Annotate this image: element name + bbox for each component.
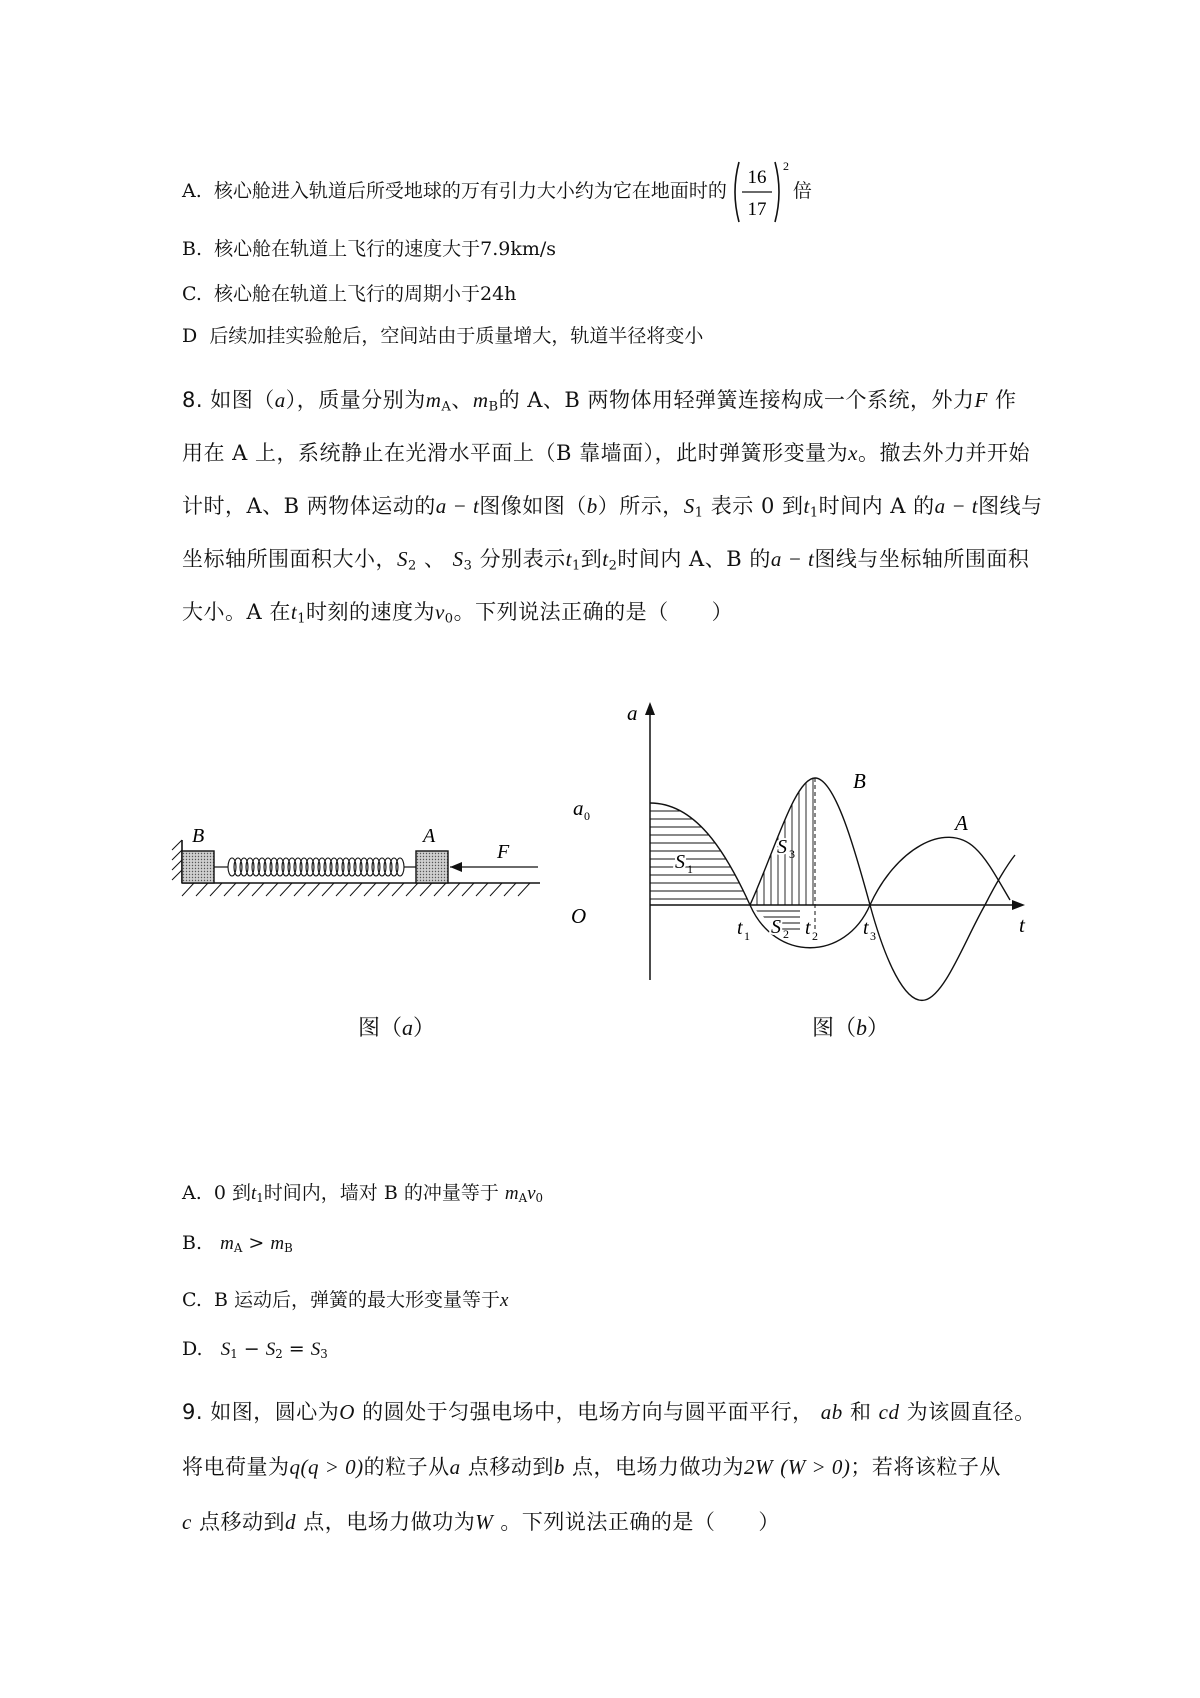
math-sub: 0 (444, 611, 454, 627)
option-text: 后续加挂实验舱后，空间站由于质量增大，轨道半径将变小 (209, 325, 704, 347)
text: 图线与坐标轴所围面积 (814, 547, 1030, 571)
text: 到 (580, 547, 603, 571)
math-var: S (220, 1339, 231, 1360)
math-var: m (472, 388, 489, 412)
t1-sub: 1 (744, 929, 750, 943)
text: 图（ (812, 1016, 857, 1041)
figure-b-caption (812, 1011, 889, 1042)
q7-option-a (182, 158, 812, 226)
math-var: t (565, 547, 572, 571)
option-text: 核心舱在轨道上飞行的周期小于24h (214, 283, 517, 305)
option-label: C. (182, 1289, 202, 1311)
math-var: m (504, 1183, 519, 1204)
text: 将电荷量为 (182, 1455, 290, 1479)
s3-label: S (777, 836, 787, 858)
text: 分别表示 (479, 547, 566, 571)
math-sub: 3 (463, 558, 473, 574)
q8-option-d (182, 1338, 328, 1361)
q8-stem-line-4 (182, 543, 1029, 573)
figure-a-spring-system (170, 810, 550, 900)
fraction-denominator: 17 (747, 199, 767, 220)
t2-label: t (805, 917, 811, 939)
q8-option-c (182, 1285, 508, 1312)
curve-a-label: A (955, 811, 968, 835)
option-label: B. (182, 238, 203, 260)
text: 用在 A 上，系统静止在光滑水平面上（B 靠墙面），此时弹簧形变量为 (182, 441, 849, 465)
math-sub: 1 (230, 1346, 238, 1361)
math-var: t (251, 1183, 257, 1204)
option-label: D (182, 325, 198, 347)
q9-stem-line-3 (182, 1506, 780, 1536)
math-sub: 2 (608, 558, 618, 574)
t2-sub: 2 (812, 929, 818, 943)
text: 时间内 A、B 的 (617, 547, 771, 571)
option-label: C. (182, 283, 202, 305)
math-var: O (339, 1400, 355, 1424)
math-sub: 1 (297, 611, 306, 627)
text: ）所示， (597, 494, 684, 518)
axis-t-arrow (1012, 900, 1025, 910)
text: 大小。A 在 (182, 600, 291, 624)
math-var: W (475, 1510, 494, 1534)
option-text: 核心舱在轨道上飞行的速度大于7.9km/s (214, 238, 557, 260)
text: 计时，A、B 两物体运动的 (182, 494, 436, 518)
math-expr: a − t (435, 494, 480, 518)
s2-sub: 2 (783, 927, 789, 941)
math-var: S (310, 1339, 321, 1360)
a0-sub: 0 (584, 809, 590, 823)
option-text: 核心舱进入轨道后所受地球的万有引力大小约为它在地面时的 (213, 180, 727, 202)
text: 时刻的速度为 (305, 600, 435, 624)
q8-option-b (182, 1232, 293, 1255)
math-var: t (803, 494, 810, 518)
t3-sub: 3 (870, 929, 876, 943)
text: 。撤去外力并开始 (857, 441, 1030, 465)
q8-stem-line-2 (182, 437, 1030, 467)
block-a-label: A (423, 825, 436, 847)
math-var: t (290, 600, 298, 624)
math-var: F (974, 388, 988, 412)
q8-stem-line-3 (182, 490, 1043, 520)
text: 时间内，墙对 B 的冲量等于 (263, 1182, 499, 1204)
text: 点移动到 (467, 1455, 554, 1479)
axis-a-arrow (645, 702, 655, 715)
text: 表示 0 到 (710, 494, 804, 518)
force-arrowhead (450, 862, 462, 872)
s1-sub: 1 (687, 862, 693, 876)
math-expr: a − t (934, 494, 979, 518)
math-sub: 2 (408, 558, 417, 574)
text: ） (867, 1016, 890, 1041)
fraction-16-17-squared (731, 158, 789, 226)
math-var: S (683, 494, 695, 518)
math-sub: 1 (809, 505, 819, 521)
area-s1-hatch (650, 811, 755, 899)
q8-stem-line-1 (182, 384, 1017, 414)
block-a (416, 851, 448, 883)
math-var: v (434, 600, 445, 624)
math-var: m (425, 388, 442, 412)
text: 时间内 A 的 (818, 494, 935, 518)
text: 和 (849, 1400, 872, 1424)
math-expr: (W > 0) (780, 1455, 851, 1479)
text: 为该圆直径。 (906, 1400, 1036, 1424)
text: 点，电场力做功为 (303, 1510, 476, 1534)
text: ） (413, 1016, 436, 1041)
text: 。下列说法正确的是（ ） (453, 600, 734, 624)
math-var: x (500, 1290, 509, 1311)
math-var: t (602, 547, 609, 571)
text: a (274, 388, 286, 412)
fraction-exponent: 2 (782, 159, 789, 173)
text: ；若将该粒子从 (850, 1455, 1001, 1479)
text: 如图，圆心为 (210, 1400, 340, 1424)
math-var: c (182, 1510, 192, 1534)
s1-label: S (675, 851, 685, 873)
math-var: S (397, 547, 408, 571)
q7-option-b (182, 234, 556, 261)
text: 如图（ (210, 388, 275, 412)
q7-option-d (182, 321, 703, 348)
text: 的 A、B 两物体用轻弹簧连接构成一个系统，外力 (498, 388, 975, 412)
s2-label: S (771, 916, 781, 938)
figure-b-at-graph (571, 700, 1045, 1000)
math-sub: 0 (535, 1190, 544, 1205)
math-expr: (q > 0) (300, 1455, 364, 1479)
force-label: F (497, 841, 510, 863)
text: 点，电场力做功为 (572, 1455, 745, 1479)
text: 图像如图（ (479, 494, 587, 518)
math-var: d (285, 1510, 297, 1534)
floor-hatch (182, 883, 530, 896)
math-sub: B (488, 399, 499, 415)
math-op: = (282, 1338, 311, 1360)
math-var: q (289, 1455, 301, 1479)
text: 点移动到 (199, 1510, 286, 1534)
option-tail: 倍 (792, 180, 812, 202)
math-var: x (848, 441, 858, 465)
text: b (856, 1015, 868, 1040)
math-sub: B (284, 1240, 293, 1255)
block-b (182, 851, 214, 883)
text: 、 (423, 547, 446, 571)
math-sub: 1 (256, 1190, 264, 1205)
text: 坐标轴所围面积大小， (182, 547, 397, 571)
origin-label: O (571, 904, 587, 928)
math-expr: 2W (744, 1455, 774, 1479)
math-sub: 2 (275, 1346, 283, 1361)
text: 图线与 (978, 494, 1043, 518)
math-var: m (270, 1233, 285, 1254)
text: B 运动后，弹簧的最大形变量等于 (214, 1289, 501, 1311)
a0-label: a (573, 796, 584, 820)
text: 的粒子从 (363, 1455, 450, 1479)
q7-option-c (182, 279, 516, 306)
s3-sub: 3 (789, 847, 795, 861)
wall-hatch (172, 840, 182, 880)
option-label: A. (182, 1182, 202, 1204)
option-label: B. (182, 1232, 203, 1254)
text: b (586, 494, 598, 518)
math-op: − (237, 1338, 266, 1360)
math-var: S (452, 547, 464, 571)
text: 图（ (358, 1016, 403, 1041)
text: 0 到 (213, 1182, 251, 1204)
math-sub: A (233, 1240, 243, 1255)
curve-b (750, 778, 1015, 1000)
text: 作 (995, 388, 1017, 412)
text: a (402, 1015, 414, 1040)
curve-b-label: B (853, 769, 866, 793)
question-number: 8. (182, 388, 204, 412)
math-expr: a − t (770, 547, 815, 571)
math-sub: A (518, 1190, 528, 1205)
math-var: ab (820, 1400, 843, 1424)
math-sub: 3 (320, 1346, 328, 1361)
math-op: > (242, 1232, 271, 1254)
t3-label: t (863, 917, 869, 939)
math-var: v (527, 1183, 536, 1204)
text: 、 (451, 388, 473, 412)
math-var: m (220, 1233, 234, 1254)
fraction-numerator: 16 (747, 167, 767, 188)
q9-stem-line-1 (182, 1396, 1036, 1426)
q9-stem-line-2 (182, 1451, 1001, 1481)
math-sub: A (441, 399, 452, 415)
math-var: S (265, 1339, 276, 1360)
t1-label: t (737, 917, 743, 939)
math-sub: 1 (694, 505, 704, 521)
text: ），质量分别为 (285, 388, 426, 412)
option-label: A. (182, 180, 202, 202)
block-b-label: B (192, 825, 205, 847)
axis-t-label: t (1019, 913, 1025, 937)
text: 的圆处于匀强电场中，电场方向与圆平面平行， (362, 1400, 814, 1424)
option-label: D. (182, 1338, 203, 1360)
q8-stem-line-5 (182, 596, 733, 626)
math-sub: 1 (571, 558, 581, 574)
spring-coils (228, 858, 404, 876)
q8-option-a (182, 1178, 543, 1205)
text: 。下列说法正确的是（ ） (500, 1510, 780, 1534)
axis-a-label: a (627, 701, 638, 725)
math-var: b (553, 1455, 565, 1479)
math-var: cd (878, 1400, 900, 1424)
question-number: 9. (182, 1400, 204, 1424)
figure-a-caption (358, 1011, 435, 1042)
math-var: a (449, 1455, 461, 1479)
